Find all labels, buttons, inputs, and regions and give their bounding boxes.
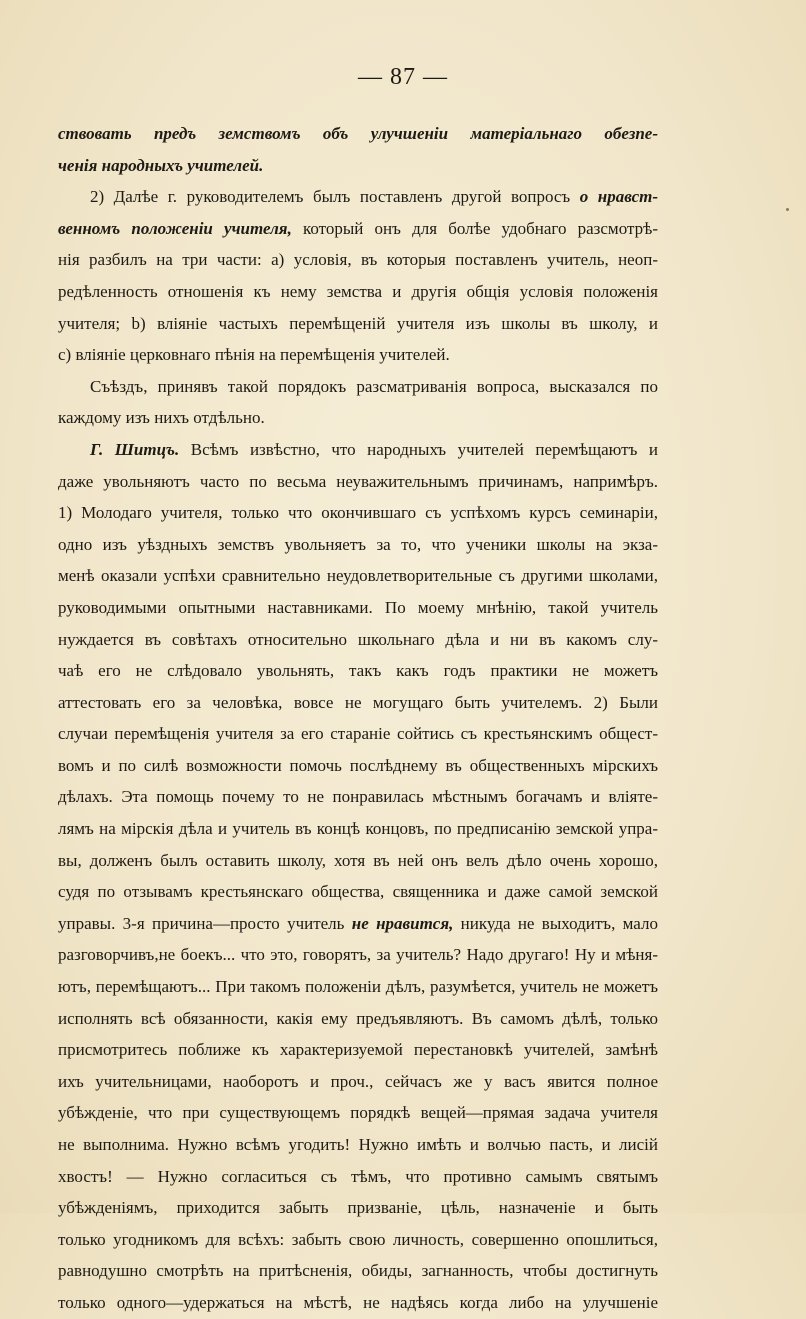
text-line: даже увольняютъ часто по весьма неуважительнымъ причинамъ, напримѣръ. <box>58 471 658 491</box>
text-line: присмотритесь поближе къ характеризуемой перестановкѣ учителей, замѣнѣ <box>58 1040 658 1060</box>
text-line: ютъ, перемѣщаютъ... При такомъ положеніи дѣлъ, разумѣется, учитель не можетъ <box>58 977 658 997</box>
text-line: только угодникомъ для всѣхъ: забыть свою личность, совершенно опошлиться, <box>58 1229 658 1249</box>
text-line: одно изъ уѣздныхъ земствъ увольняетъ за то, что ученики школы на экза- <box>58 534 658 554</box>
body-text <box>58 118 658 1319</box>
text-line: ченія народныхъ учителей. <box>58 155 264 175</box>
text-line: нуждается въ совѣтахъ относительно школьнаго дѣла и ни въ какомъ слу- <box>58 629 658 649</box>
text-line: лямъ на мірскія дѣла и учитель въ концѣ концовъ, по предписанію земской упра- <box>58 819 658 839</box>
text-line: судя по отзывамъ крестьянскаго общества, священника и даже самой земской <box>58 882 658 902</box>
text-line: ихъ учительницами, наоборотъ и проч., сейчасъ же у васъ явится полное <box>58 1071 658 1091</box>
text-line: с) вліяніе церковнаго пѣнія на перемѣщенія учителей. <box>58 345 450 365</box>
text-line: случаи перемѣщенія учителя за его стараніе сойтись съ крестьянскимъ общест- <box>58 724 658 744</box>
text-line: Г. Шитцъ. Всѣмъ извѣстно, что народныхъ учителей перемѣщаютъ и <box>90 439 658 459</box>
emphasis: Г. Шитцъ. <box>90 439 180 459</box>
text-line: равнодушно смотрѣть на притѣсненія, обиды, загнанность, чтобы достигнуть <box>58 1261 658 1281</box>
emphasis: не нравится, <box>351 913 454 933</box>
text-line: руководимыми опытными наставниками. По моему мнѣнію, такой учитель <box>58 597 658 617</box>
text-line: 2) Далѣе г. руководителемъ былъ поставленъ другой вопросъ о нравст- <box>90 187 658 207</box>
emphasis: о нравст- <box>579 187 658 207</box>
text-line: хвостъ! — Нужно согласиться съ тѣмъ, что противно самымъ святымъ <box>58 1166 658 1186</box>
text-line: чаѣ его не слѣдовало увольнять, такъ какъ годъ практики не можетъ <box>58 661 658 681</box>
text-line: Съѣздъ, принявъ такой порядокъ разсматриванія вопроса, высказался по <box>90 376 658 396</box>
text-line: аттестовать его за человѣка, вовсе не могущаго быть учителемъ. 2) Были <box>58 692 658 712</box>
text-line: 1) Молодаго учителя, только что окончившаго съ успѣхомъ курсъ семинаріи, <box>58 503 658 523</box>
text-line: венномъ положеніи учителя, который онъ для болѣе удобнаго разсмотрѣ- <box>58 218 658 238</box>
text-line: каждому изъ нихъ отдѣльно. <box>58 408 265 428</box>
text-line: не выполнима. Нужно всѣмъ угодить! Нужно имѣть и волчью пасть, и лисій <box>58 1135 658 1154</box>
text-line: менѣ оказали успѣхи сравнительно неудовлетворительные съ другими школами, <box>58 566 658 586</box>
text-line: дѣлахъ. Эта помощь почему то не понравилась мѣстнымъ богачамъ и вліяте- <box>58 787 658 807</box>
text-line: вы, долженъ былъ оставить школу, хотя въ ней онъ велъ дѣло очень хорошо, <box>58 850 658 870</box>
emphasis: венномъ положеніи учителя, <box>58 218 292 238</box>
text-line: редѣленность отношенія къ нему земства и другія общія условія положенія <box>58 281 658 301</box>
text-line: вомъ и по силѣ возможности помочь послѣднему въ общественныхъ мірскихъ <box>58 755 658 775</box>
text-line: разговорчивъ,не боекъ... что это, говорятъ, за учитель? Надо другаго! Ну и мѣня- <box>58 945 658 965</box>
text-line: ствовать предъ земствомъ объ улучшеніи матеріальнаго обезпе- <box>58 124 658 143</box>
text-line: убѣжденіе, что при существующемъ порядкѣ вещей—прямая задача учителя <box>58 1103 658 1123</box>
text-line: исполнять всѣ обязанности, какія ему предъявляютъ. Въ самомъ дѣлѣ, только <box>58 1008 658 1028</box>
page-number: — 87 — <box>358 64 448 90</box>
text-line: управы. 3-я причина—просто учитель не нравится, никуда не выходитъ, мало <box>58 913 658 933</box>
paper-speck <box>786 208 789 211</box>
text-line: учителя; b) вліяніе частыхъ перемѣщеній учителя изъ школы въ школу, и <box>58 313 658 333</box>
text-line: убѣжденіямъ, приходится забыть призваніе, цѣль, назначеніе и быть <box>58 1198 658 1218</box>
text-line: нія разбилъ на три части: а) условія, въ которыя поставленъ учитель, неоп- <box>58 250 658 270</box>
text-line: только одного—удержаться на мѣстѣ, не надѣясь когда либо на улучшеніе <box>58 1292 658 1312</box>
